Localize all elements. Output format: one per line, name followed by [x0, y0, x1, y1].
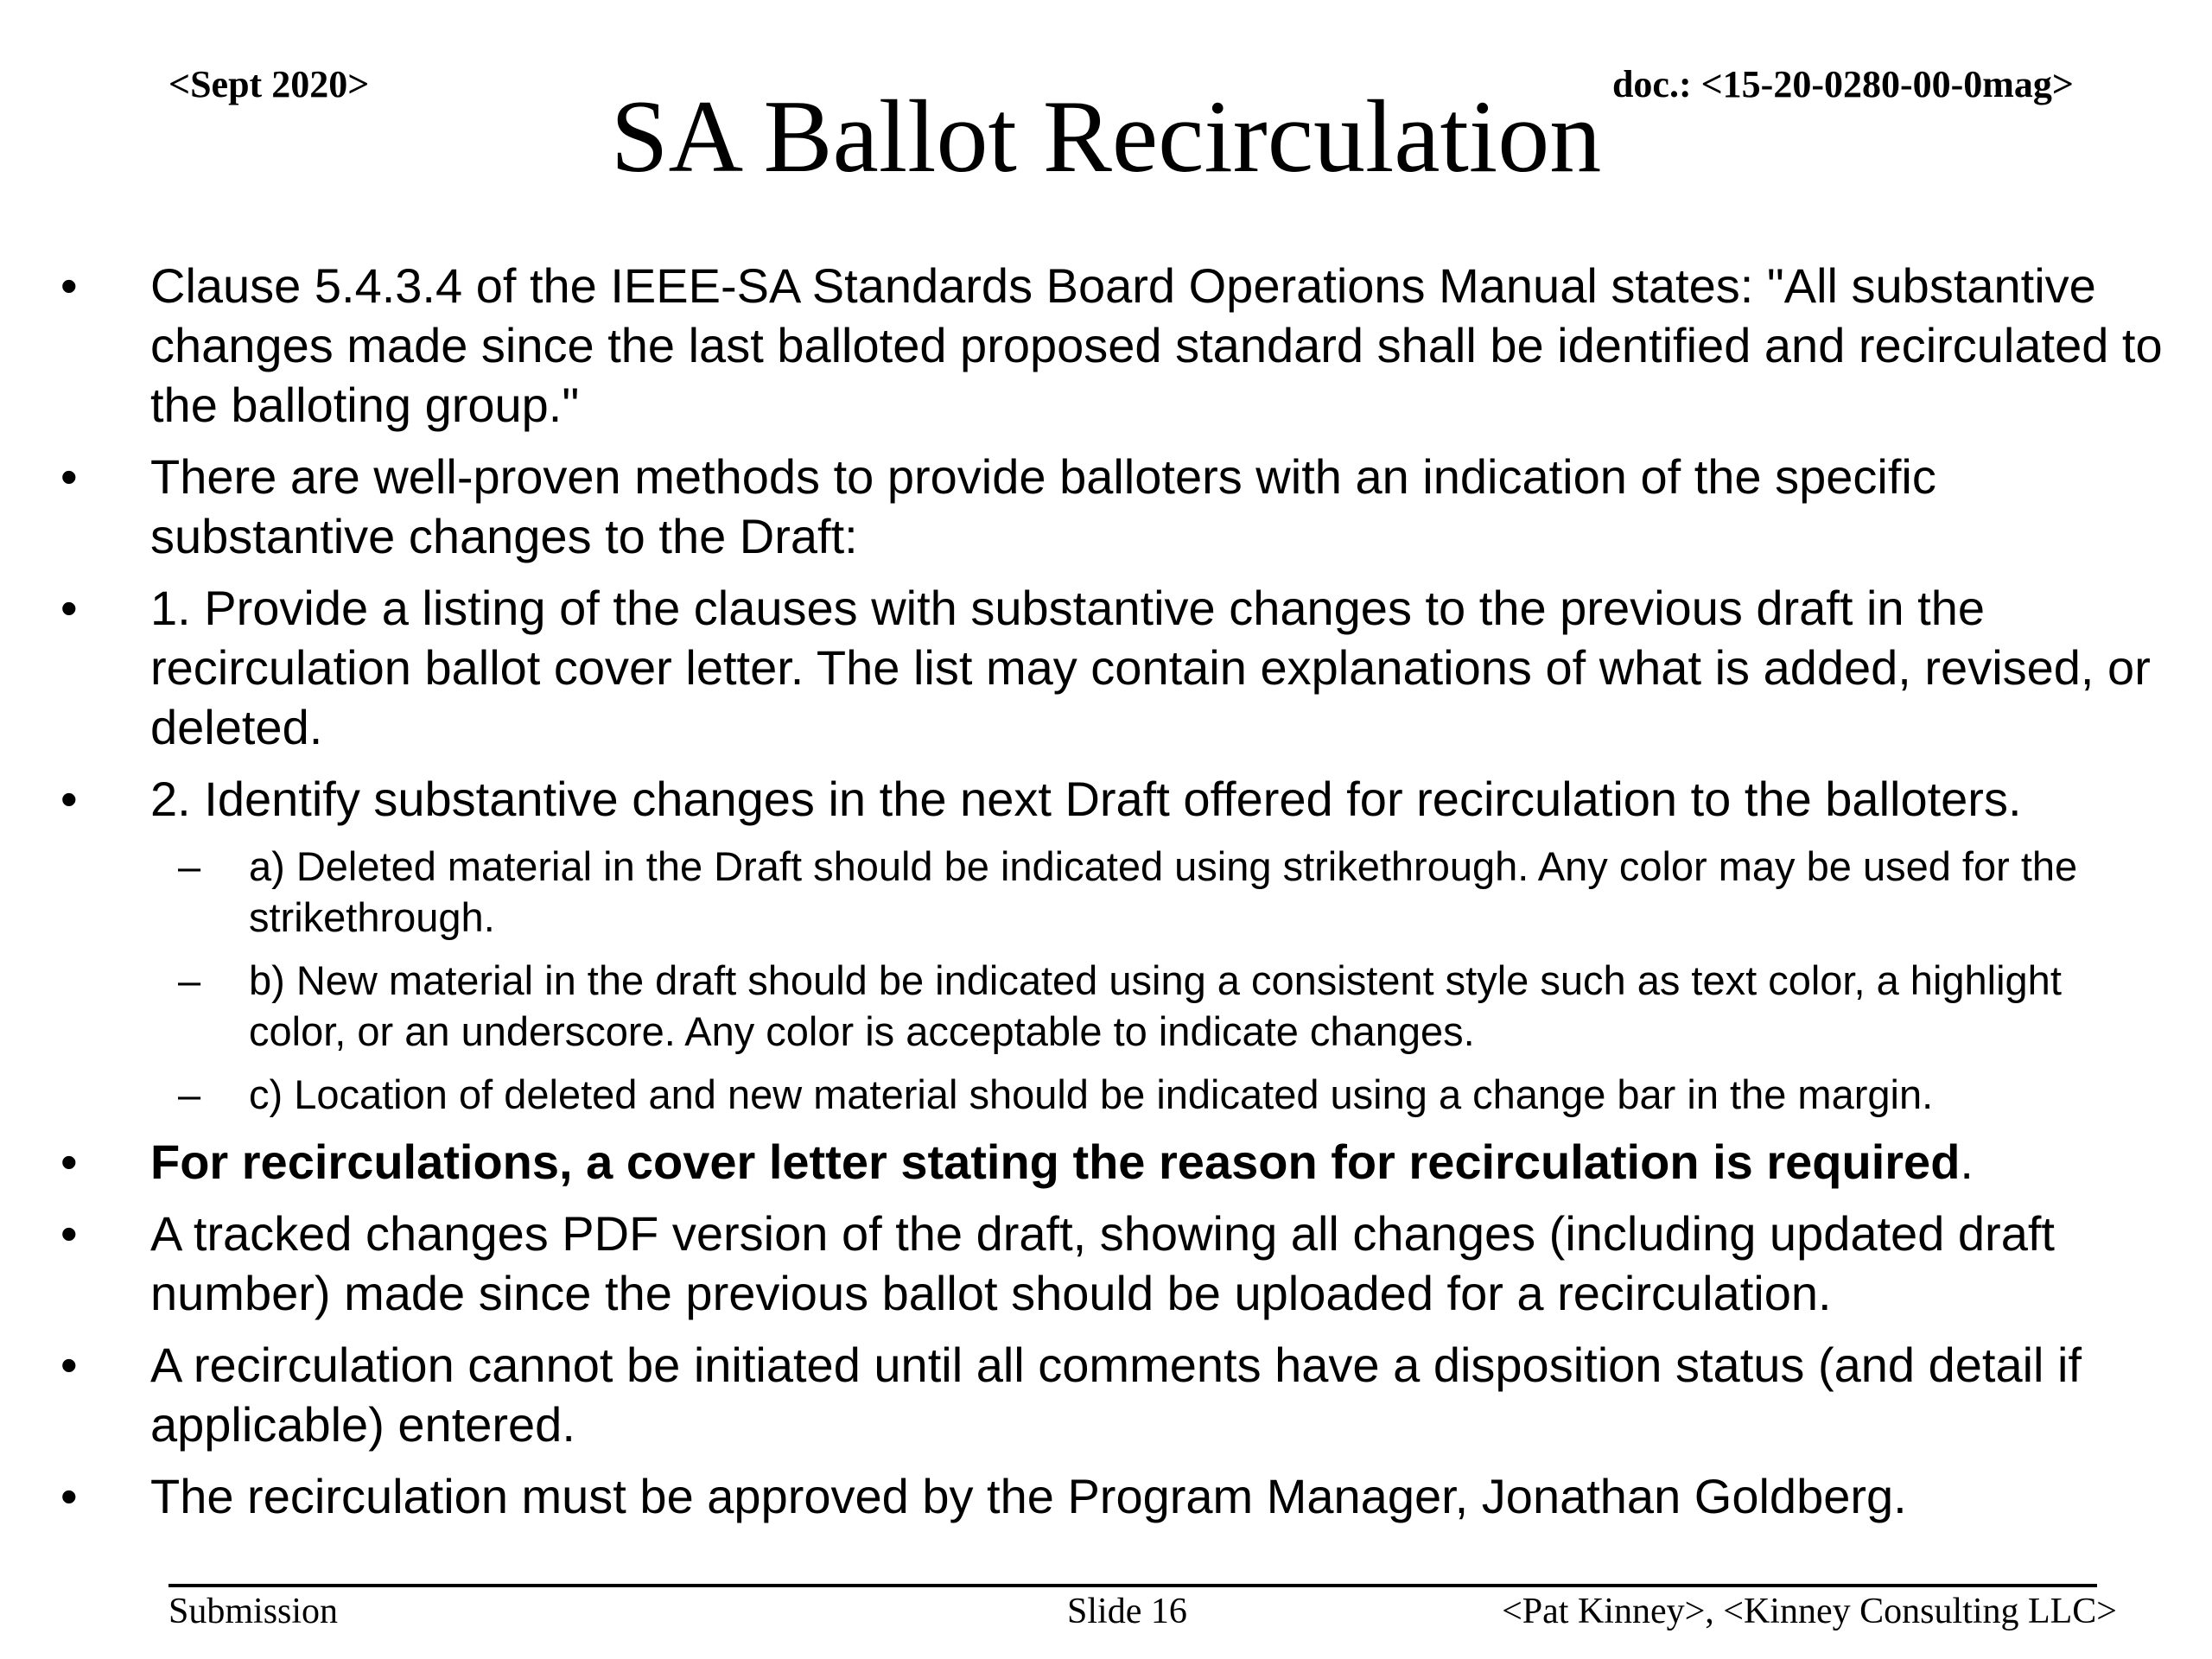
- bullet-item: [60, 1204, 2169, 1323]
- sub-bullet-item: [60, 955, 2169, 1057]
- footer-slide-number: Slide 16: [1067, 1592, 1187, 1631]
- footer-submission: Submission: [168, 1592, 339, 1631]
- header-doc-number: doc.: <15-20-0280-00-0mag>: [1611, 63, 2074, 105]
- bullet-marker: •: [60, 581, 78, 635]
- bullet-item: [60, 447, 2169, 566]
- sub-bullet-text: a) Deleted material in the Draft should be indicated using strikethrough. Any color may be used for the strikethrough.: [249, 843, 2078, 940]
- footer-divider: [168, 1584, 2097, 1587]
- slide-body: [60, 256, 2169, 1538]
- bullet-text: There are well-proven methods to provide balloters with an indication of the specific substantive changes to the Draft:: [150, 449, 1936, 563]
- bullet-marker: •: [60, 1206, 78, 1261]
- sub-bullet-item: [60, 841, 2169, 943]
- dash-marker: –: [178, 843, 201, 889]
- bullet-text: 1. Provide a listing of the clauses with substantive changes to the previous draft in the recirculation ballot cover letter. The list may contain explanations of what is added, revised, or deleted.: [150, 581, 2151, 754]
- sub-bullet-text: b) New material in the draft should be indicated using a consistent style such as text color, a highlight color, or an underscore. Any color is acceptable to indicate changes.: [249, 957, 2062, 1054]
- footer-author: <Pat Kinney>, <Kinney Consulting LLC>: [1502, 1592, 2117, 1631]
- bullet-text: Clause 5.4.3.4 of the IEEE-SA Standards Board Operations Manual states: "All substantive changes made since the last balloted proposed standard shall be identified and recirculated to the balloting group.": [150, 258, 2163, 432]
- bullet-item: [60, 578, 2169, 757]
- bullet-item: [60, 1466, 2169, 1526]
- bold-bullet-tail: .: [1960, 1135, 1974, 1189]
- bullet-item-bold: [60, 1132, 2169, 1192]
- bullet-item: [60, 769, 2169, 829]
- bullet-marker: •: [60, 1338, 78, 1392]
- dash-marker: –: [178, 957, 201, 1003]
- header-date: <Sept 2020>: [168, 63, 370, 105]
- bullet-text: 2. Identify substantive changes in the next Draft offered for recirculation to the balloters.: [150, 772, 2022, 826]
- bullet-marker: •: [60, 772, 78, 826]
- sub-bullet-item: [60, 1069, 2169, 1120]
- bullet-marker: •: [60, 1135, 78, 1189]
- bullet-marker: •: [60, 449, 78, 504]
- bullet-text: A tracked changes PDF version of the draft, showing all changes (including updated draft number) made since the previous ballot should be uploaded for a recirculation.: [150, 1206, 2055, 1320]
- slide-title: SA Ballot Recirculation: [610, 79, 1602, 194]
- dash-marker: –: [178, 1071, 201, 1117]
- bold-bullet-text: For recirculations, a cover letter stating the reason for recirculation is required: [150, 1135, 1961, 1189]
- bullet-item: [60, 256, 2169, 435]
- bullet-text: A recirculation cannot be initiated until all comments have a disposition status (and detail if applicable) entered.: [150, 1338, 2082, 1452]
- bullet-marker: •: [60, 1469, 78, 1523]
- bullet-item: [60, 1335, 2169, 1454]
- sub-bullet-text: c) Location of deleted and new material should be indicated using a change bar in the margin.: [249, 1071, 1934, 1117]
- bullet-marker: •: [60, 258, 78, 313]
- bullet-text: The recirculation must be approved by the Program Manager, Jonathan Goldberg.: [150, 1469, 1907, 1523]
